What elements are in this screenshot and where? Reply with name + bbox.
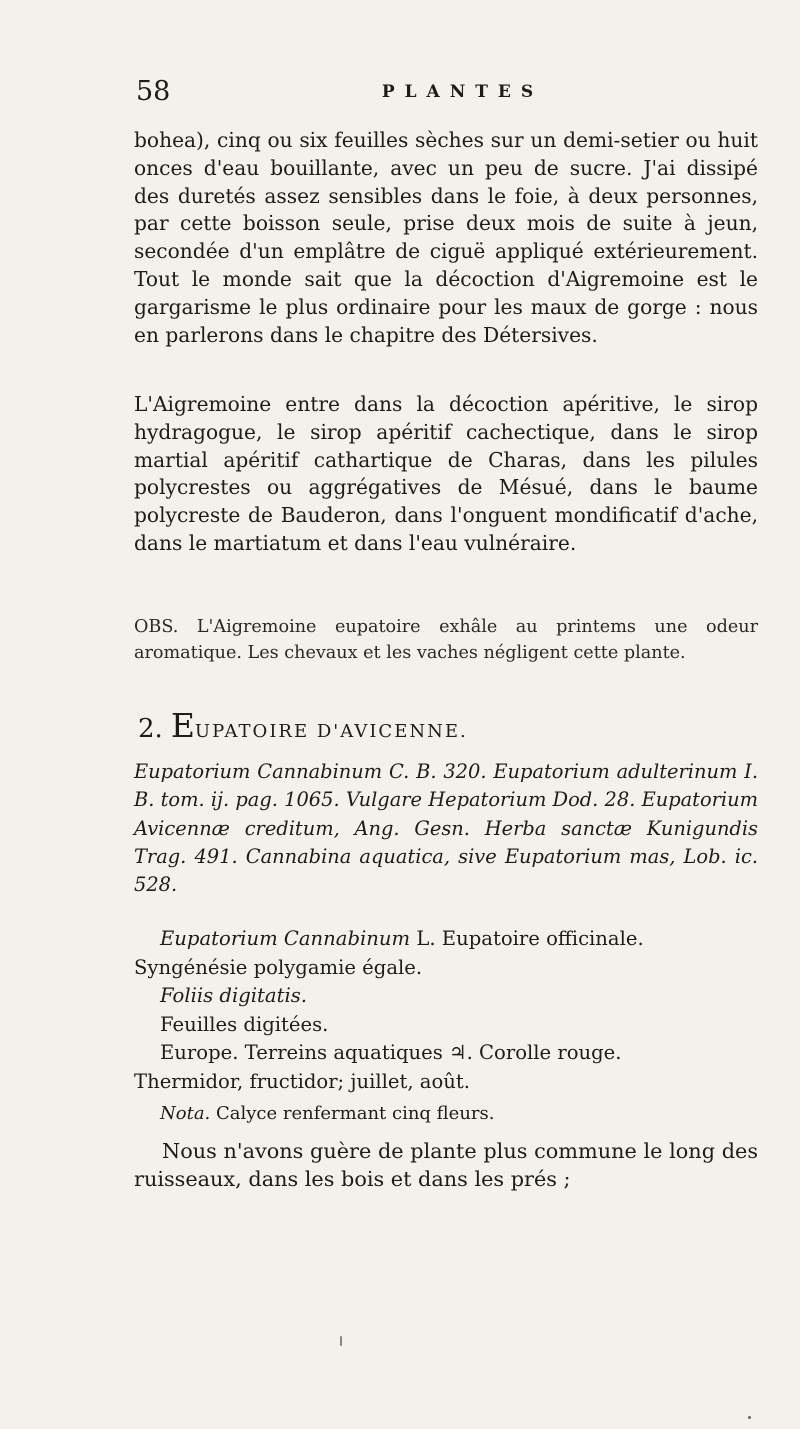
leaves-latin-line: Foliis digitatis. <box>160 984 308 1007</box>
paragraph-continued <box>134 127 758 349</box>
nota-label: Nota. <box>160 1103 211 1124</box>
section-number: 2. <box>138 714 163 744</box>
classification-line: Syngénésie polygamie égale. <box>134 955 423 979</box>
flowering-line: Thermidor, fructidor; juillet, août. <box>134 1069 471 1093</box>
final-paragraph-block <box>134 1137 758 1193</box>
heading-title: UPATOIRE D'AVICENNE. <box>194 721 468 742</box>
nota-text: Calyce renfermant cinq fleurs. <box>210 1103 495 1124</box>
paragraph-1: bohea), cinq ou six feuilles sèches sur un demi-setier ou huit onces d'eau bouillante, avec un peu de sucre. J'ai dissipé des duretés assez sensibles dans le foie, à deux personnes, par cette boisson seule, prise deux mois de suite à jeun, secondée d'un emplâtre de ciguë appliqué extérieurement. Tout le monde sait que la décoction d'Aigremoine est le gargarisme le plus ordinaire pour les maux de gorge : nous en parlerons dans le chapitre des Détersives. <box>134 128 758 347</box>
synonyms-text: Eupatorium Cannabinum C. B. 320. Eupatorium adulterinum I. B. tom. ij. pag. 1065. Vulgare Hepatorium Dod. 28. Eupatorium Avicennæ creditum, Ang. Gesn. Herba sanctæ Kunigundis Trag. 491. Cannabina aquatica, sive Eupatorium mas, Lob. ic. 528. <box>134 760 758 897</box>
leaves-french-line: Feuilles digitées. <box>160 1012 329 1036</box>
observation-note <box>134 614 758 667</box>
paper-speck <box>748 1416 751 1419</box>
nota-line <box>134 1101 784 1127</box>
synonyms-block <box>134 758 758 899</box>
heading-initial: E <box>170 706 195 745</box>
binomial-french: L. Eupatoire officinale. <box>410 927 644 950</box>
binomial-latin: Eupatorium Cannabinum <box>160 927 411 950</box>
section-heading <box>138 708 758 750</box>
habitat-line: Europe. Terreins aquatiques ♃. Corolle rouge. <box>160 1041 622 1064</box>
obs-text: OBS. L'Aigremoine eupatoire exhâle au printems une odeur aromatique. Les chevaux et les vaches négligent cette plante. <box>134 617 758 664</box>
page-number: 58 <box>136 76 171 107</box>
binomial-line <box>134 925 758 954</box>
page-header <box>130 76 755 112</box>
paragraph-aigremoine-uses <box>134 391 758 558</box>
paper-mark <box>340 1336 342 1346</box>
paragraph-2: L'Aigremoine entre dans la décoction apéritive, le sirop hydragogue, le sirop apéritif cachectique, dans le sirop martial apéritif cathartique de Charas, dans les pilules polycrestes ou aggrégatives de Mésué, dans le baume polycreste de Bauderon, dans l'onguent mondificatif d'ache, dans le martiatum et dans l'eau vulnéraire. <box>134 392 758 555</box>
botanical-description <box>134 925 758 1096</box>
final-paragraph: Nous n'avons guère de plante plus commune le long des ruisseaux, dans les bois et dans les prés ; <box>134 1139 758 1191</box>
running-title: PLANTES <box>381 82 544 102</box>
